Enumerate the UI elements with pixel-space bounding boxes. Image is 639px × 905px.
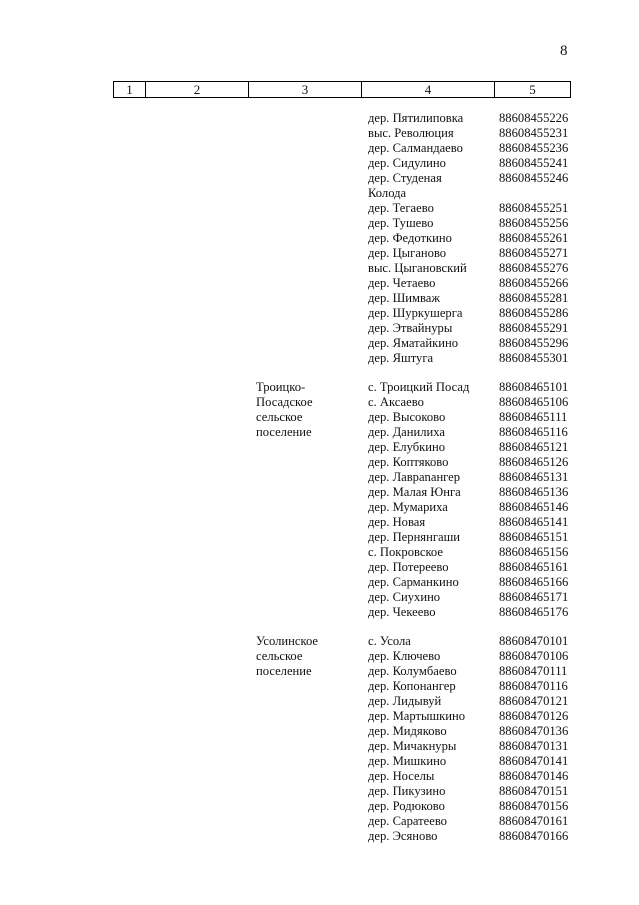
locality-code: 88608465106: [499, 395, 569, 409]
locality-code: 88608465141: [499, 515, 569, 529]
locality-name: дер. Яматайкино: [368, 336, 459, 350]
locality-code: 88608455256: [499, 216, 569, 230]
locality-name: дер. Студеная: [368, 171, 442, 185]
locality-code: 88608455271: [499, 246, 569, 260]
locality-code: 88608470116: [499, 679, 568, 693]
locality-name: дер. Малая Юнга: [368, 485, 461, 499]
locality-name: дер. Шуркушерга: [368, 306, 463, 320]
locality-name: выс. Революция: [368, 126, 454, 140]
locality-code: 88608455226: [499, 111, 569, 125]
locality-name: дер. Мумариха: [368, 500, 448, 514]
locality-name: дер. Копонангер: [368, 679, 456, 693]
locality-name: дер. Лидывуй: [368, 694, 442, 708]
locality-name: дер. Яштуга: [368, 351, 434, 365]
settlement-line: Посадское: [256, 395, 313, 409]
locality-code: 88608465101: [499, 380, 569, 394]
locality-code: 88608470111: [499, 664, 568, 678]
locality-name: дер. Елубкино: [368, 440, 446, 454]
locality-name: дер. Тушево: [368, 216, 434, 230]
locality-code: 88608455246: [499, 171, 569, 185]
locality-code: 88608470136: [499, 724, 569, 738]
locality-code: 88608470146: [499, 769, 569, 783]
header-col-5: 5: [529, 82, 536, 97]
locality-name: дер. Сидулино: [368, 156, 446, 170]
locality-name: дер. Пятилиповка: [368, 111, 464, 125]
locality-code: 88608470151: [499, 784, 569, 798]
locality-name: дер. Носелы: [368, 769, 435, 783]
header-col-1: 1: [126, 82, 133, 97]
locality-name: дер. Чекеево: [368, 605, 436, 619]
locality-code: 88608455281: [499, 291, 569, 305]
locality-name: Колода: [368, 186, 407, 200]
locality-name: дер. Коптяково: [368, 455, 449, 469]
locality-code: 88608455296: [499, 336, 569, 350]
locality-code: 88608465161: [499, 560, 569, 574]
locality-name: дер. Лаврanангер: [368, 470, 461, 484]
settlement-line: сельское: [256, 410, 303, 424]
locality-code: 88608455231: [499, 126, 569, 140]
locality-code: 88608470156: [499, 799, 569, 813]
settlement-line: поселение: [256, 425, 312, 439]
settlement-line: сельское: [256, 649, 303, 663]
locality-name: дер. Пернянгаши: [368, 530, 461, 544]
locality-name: с. Аксаево: [368, 395, 424, 409]
locality-name: дер. Потереево: [368, 560, 449, 574]
locality-name: дер. Сарманкино: [368, 575, 459, 589]
locality-name: дер. Родюково: [368, 799, 445, 813]
locality-name: дер. Мидяково: [368, 724, 447, 738]
locality-code: 88608455266: [499, 276, 569, 290]
locality-code: 88608465116: [499, 425, 568, 439]
locality-name: дер. Мишкино: [368, 754, 447, 768]
locality-name: выс. Цыгановский: [368, 261, 467, 275]
settlement-name: [256, 634, 356, 679]
locality-code: 88608465111: [499, 410, 568, 424]
settlement-line: Усолинское: [256, 634, 318, 648]
locality-name: дер. Ключево: [368, 649, 441, 663]
header-col-3: 3: [301, 82, 309, 97]
locality-code: 88608470106: [499, 649, 569, 663]
locality-code: 88608470166: [499, 829, 569, 843]
locality-code: 88608465171: [499, 590, 569, 604]
locality-code: 88608465121: [499, 440, 569, 454]
settlement-line: Троицко-: [256, 380, 306, 394]
page-number: 8: [560, 43, 568, 59]
locality-name: дер. Высоково: [368, 410, 446, 424]
locality-name: дер. Пикузино: [368, 784, 446, 798]
locality-name: дер. Новая: [368, 515, 426, 529]
locality-name: дер. Мартышкино: [368, 709, 466, 723]
locality-code: 88608455286: [499, 306, 569, 320]
locality-name: дер. Федоткино: [368, 231, 452, 245]
locality-code: 88608455236: [499, 141, 569, 155]
locality-code: 88608470101: [499, 634, 569, 648]
locality-code: 88608455276: [499, 261, 569, 275]
locality-name: дер. Шимваж: [368, 291, 441, 305]
locality-code: 88608470161: [499, 814, 569, 828]
locality-name: дер. Колумбаево: [368, 664, 457, 678]
locality-name: с. Покровское: [368, 545, 443, 559]
locality-code: 88608465126: [499, 455, 569, 469]
locality-code: 88608470126: [499, 709, 569, 723]
settlement-name: [256, 380, 356, 440]
locality-name: дер. Данилиха: [368, 425, 445, 439]
locality-name: дер. Тегаево: [368, 201, 434, 215]
locality-code: 88608465166: [499, 575, 569, 589]
locality-code: 88608465151: [499, 530, 569, 544]
locality-name: с. Усола: [368, 634, 411, 648]
locality-name: дер. Мичакнуры: [368, 739, 457, 753]
locality-code: 88608465146: [499, 500, 569, 514]
locality-code: 88608455251: [499, 201, 569, 215]
locality-name: дер. Цыганово: [368, 246, 447, 260]
locality-code: 88608455241: [499, 156, 569, 170]
locality-name: с. Троицкий Посад: [368, 380, 470, 394]
header-col-4: 4: [424, 82, 432, 97]
locality-name: дер. Салмандаево: [368, 141, 463, 155]
table-header: [113, 81, 571, 98]
locality-code: 88608470141: [499, 754, 569, 768]
locality-code: 88608455301: [499, 351, 569, 365]
locality-name: дер. Сиухино: [368, 590, 441, 604]
locality-name: дер. Саратеево: [368, 814, 447, 828]
locality-name: дер. Эсяново: [368, 829, 438, 843]
header-col-2: 2: [193, 82, 201, 97]
locality-code: 88608465136: [499, 485, 569, 499]
locality-name: дер. Этвайнуры: [368, 321, 453, 335]
locality-code: 88608465176: [499, 605, 569, 619]
locality-code: 88608455291: [499, 321, 569, 335]
locality-name: дер. Четаево: [368, 276, 436, 290]
settlement-line: поселение: [256, 664, 312, 678]
locality-code: 88608465156: [499, 545, 569, 559]
locality-code: 88608470131: [499, 739, 569, 753]
locality-code: 88608470121: [499, 694, 569, 708]
locality-code: 88608465131: [499, 470, 569, 484]
locality-code: 88608455261: [499, 231, 569, 245]
